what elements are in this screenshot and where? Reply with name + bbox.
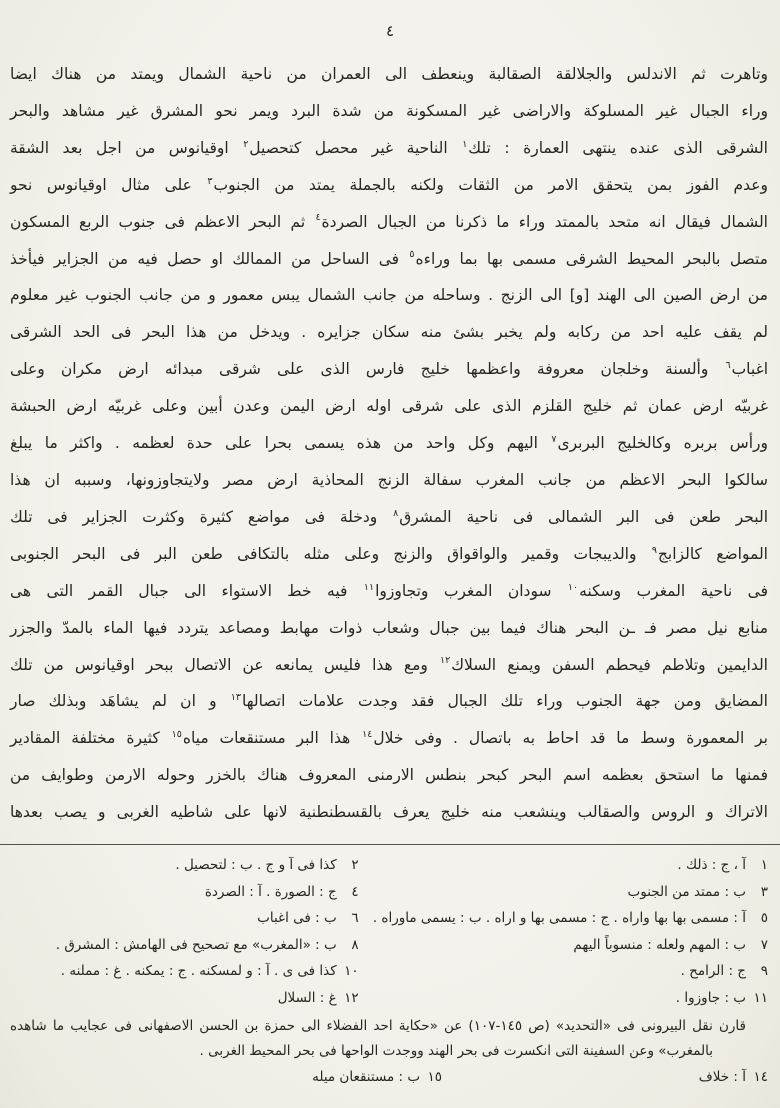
- footnote: [359, 905, 768, 932]
- footnote-text: كذا فى آ و ج . ب : لتحصيل .: [175, 857, 337, 874]
- footnote-marker: ١٢: [440, 655, 451, 667]
- text-line: الاتراك و الروس والصقالب وينشعب منه خليج يعرف بالقسطنطنية لانها على شاطيه الغربى و يصب بعدها: [10, 803, 768, 822]
- footnote-text: كذا فى ى . آ : و لمسكنه . ج : يمكنه . غ : مملنه .: [60, 963, 337, 980]
- footnote: [10, 905, 359, 932]
- footnote-number: ٢: [351, 857, 359, 874]
- footnote-text: ب : ممتد من الجنوب: [627, 883, 746, 900]
- footnote-number: ٨: [351, 936, 359, 953]
- footnote-marker: ١٣: [230, 692, 242, 704]
- footnote-text: ب : مستنقعان ميله: [312, 1069, 421, 1086]
- footnote-text: ب : فى اغباب: [257, 910, 337, 927]
- footnote-number: ٩: [760, 963, 768, 980]
- footnotes-block: [0, 852, 780, 1091]
- footnote: [10, 852, 359, 879]
- footnote-row: [10, 905, 768, 932]
- text-line: سالكوا البحر الاعظم من جانب المغرب سفالة الزنج المحاذية ارض مصر ولايتجاوزونها، وسببه ان هذا: [10, 470, 768, 489]
- footnote-marker: ١٠: [567, 581, 579, 593]
- footnote-marker: ٧: [551, 433, 557, 445]
- text-line: الدايمين وتلاطم فيحطم السفن ويمنع السلاك$^{١٢}$ ومع هذا فليس يمانعه عن الاتصال ببحر اوقيانوس من تلك: [10, 655, 768, 674]
- text-line: وتاهرت ثم الاندلس والجلالقة الصقالبة وينعطف الى العمران من ناحية الشمال ويمتد من هناك ايضا: [10, 65, 768, 83]
- footnote-number: ٤: [351, 883, 359, 900]
- text-line: وراء الجبال غير المسلوكة والاراضى غير المسكونة من شدة البرد ويمر نحو المشرق غير مشاهد والبحر: [10, 101, 768, 120]
- footnote: [10, 1064, 442, 1091]
- text-line: منابع نيل مصر فـ ـن البحر هناك فيما بين جبال وشعاب ذوات مهابط ومصاعد يتردد فيها الماء بالمدّ والجزر: [10, 618, 768, 637]
- footnote-marker: ١٤: [362, 729, 373, 741]
- text-line: غربيّه ارض عمان ثم خليج القلزم الذى على شرقى اوله ارض اليمن وعدن أبين وعلى غربيّه ارض الحبشة: [10, 397, 768, 416]
- footnote-number: ١٠: [344, 963, 359, 980]
- footnote-separator-rule: [0, 844, 780, 845]
- footnote-marker: ١: [462, 138, 468, 150]
- footnote: [359, 985, 768, 1012]
- footnote-text: ج : الرامح .: [680, 963, 746, 980]
- text-line: من ارض الصين الى الهند [و] الى الزنج . وساحله من جانب الشمال يبس معمور و من جانب الجنوب غير معلوم: [10, 286, 768, 305]
- text-line: المضايق ومن جهة الجنوب وراء تلك الجبال فقد وجدت علامات اتصالها$^{١٣}$ و ان لم يشاهَد وبذلك صار: [10, 692, 768, 711]
- footnote: [359, 932, 768, 959]
- footnote-marker: ٩: [651, 544, 657, 556]
- footnote-marker: ٥: [409, 249, 415, 261]
- footnote-marker: ٤: [315, 212, 321, 224]
- footnote-text: غ : السلال: [277, 989, 337, 1006]
- footnote: [359, 879, 768, 906]
- footnote-long: [10, 1014, 768, 1064]
- text-line: ورأس بربره وكالخليج البربرى$^٧$ اليهم وكل واحد من هذه يسمى بحرا على حدة لعظمه . واكثر ما يبلغ: [10, 433, 769, 453]
- footnote: [359, 958, 768, 985]
- text-line: متصل بالبحر المحيط الشرقى مسمى بها بما وراءه$^٥$ فى الساحل من الممالك او حصل فيه من الجزاير فيأخذ: [10, 249, 768, 268]
- footnote-text: ب : جاوزوا .: [675, 989, 746, 1006]
- footnote-marker: ١١: [363, 581, 375, 593]
- footnote-text: آ : مسمى بها بها واراه . ج : مسمى بها و اراه . ب : يسمى ماوراه .: [372, 910, 746, 927]
- footnote-text: آ ، ج : ذلك .: [677, 857, 746, 874]
- footnote: [10, 879, 359, 906]
- footnote: [10, 932, 359, 959]
- footnote-row: [10, 879, 768, 906]
- footnote-row: [10, 1064, 768, 1091]
- footnote-text: قارن نقل البيرونى فى «التحديد» (ص ١٤٥-١٠٧) عن «حكاية احد الفضلاء الى حمزة بن الحسن الاصفهانى فى عجايب ما شاهده بالمغرب» وعن السفينة التى انكسرت فى بحر الهند ووجدت الواحها فى بحر المحيط الغربى .: [10, 1018, 746, 1060]
- footnote: [10, 958, 359, 985]
- footnote-row: [10, 852, 768, 879]
- footnote-row: [10, 958, 768, 985]
- footnote: [10, 985, 359, 1012]
- text-line: الشمال فيقال انه متحد بالممتد وراء ما ذكرنا من الجبال الصردة$^٤$ ثم البحر الاعظم فى جنوب الربع المسكون: [10, 212, 768, 231]
- text-line: الشرقى الذى عنده ينتهى العمارة : تلك$^١$ الناحية غير محصل كتحصيل$^٢$ اوقيانوس من اجل بعد الشقة: [10, 138, 768, 157]
- footnote-marker: ٨: [393, 507, 399, 519]
- text-line: بر المعمورة وسط ما قد احاط به باتصال . وفى خلال$^{١٤}$ هذا البر مستنقعات مياه$^{١٥}$ كثيرة مختلفة المقادير: [10, 729, 768, 748]
- footnote-row: [10, 985, 768, 1012]
- footnote-text: ب : «المغرب» مع تصحيح فى الهامش : المشرق .: [55, 936, 337, 953]
- text-line: فى ناحية المغرب وسكنه$^{١٠}$ سودان المغرب وتجاوزوا$^{١١}$ فيه خط الاستواء الى جبال القمر التى هى: [10, 581, 768, 600]
- text-line: المواضع كالزابج$^٩$ والديبجات وقمير والواقواق والزنج وعلى مثله بالتكافى طعن البر فى البحر الجنوبى: [10, 544, 768, 563]
- footnote-marker: ٦: [725, 360, 731, 372]
- footnote-number: ١١: [753, 989, 768, 1006]
- footnote: [359, 852, 768, 879]
- text-line: وعدم الفوز بمن يتحقق الامر من الثقات ولكنه بالجملة يمتد من الجنوب$^٣$ على مثال اوقيانوس نحو: [10, 175, 768, 194]
- footnote-number: ١٤: [753, 1069, 768, 1086]
- footnote-text: آ : خلاف: [698, 1069, 746, 1086]
- footnote-number: ٧: [760, 936, 768, 953]
- footnote-number: ٣: [760, 883, 768, 900]
- footnote-number: ٥: [760, 910, 768, 927]
- main-text-block: [0, 56, 780, 831]
- footnote-number: ١: [760, 857, 768, 874]
- page-number: ٤: [385, 22, 395, 40]
- text-line: اغباب$^٦$ وألسنة وخلجان معروفة واعظمها خليج فارس الذى على شرقى مبدائه ارض مكران وعلى: [10, 360, 768, 379]
- footnote-text: ج : الصورة . آ : الصردة: [204, 883, 337, 900]
- footnote-marker: ٣: [207, 175, 213, 187]
- footnote-row: [10, 932, 768, 959]
- footnote-marker: ٢: [243, 138, 249, 150]
- text-line: لم يقف عليه احد من ركابه ولم يخبر بشئ منه سكان جزايره . ويدخل من هذا البحر فى الحد الشرقى: [10, 323, 768, 342]
- footnote-number: [753, 1014, 768, 1039]
- footnote: [442, 1064, 768, 1091]
- text-line: البحر طعن فى البر الشمالى فى ناحية المشرق$^٨$ ودخلة فى مواضع كثيرة وكثرت الجزاير فى تلك: [10, 507, 769, 526]
- footnote-text: ب : المهم ولعله : منسوباً اليهم: [573, 936, 746, 953]
- footnote-number: ١٥: [427, 1069, 443, 1086]
- footnote-number: ١٢: [344, 989, 359, 1006]
- footnote-marker: ١٥: [171, 729, 182, 741]
- text-line: فمنها ما استحق بعظمه اسم البحر كبحر بنطس الارمنى المعروف هناك بالخزر وحوله الارمن وطوايف من: [10, 766, 768, 785]
- footnote-number: ٦: [351, 910, 359, 927]
